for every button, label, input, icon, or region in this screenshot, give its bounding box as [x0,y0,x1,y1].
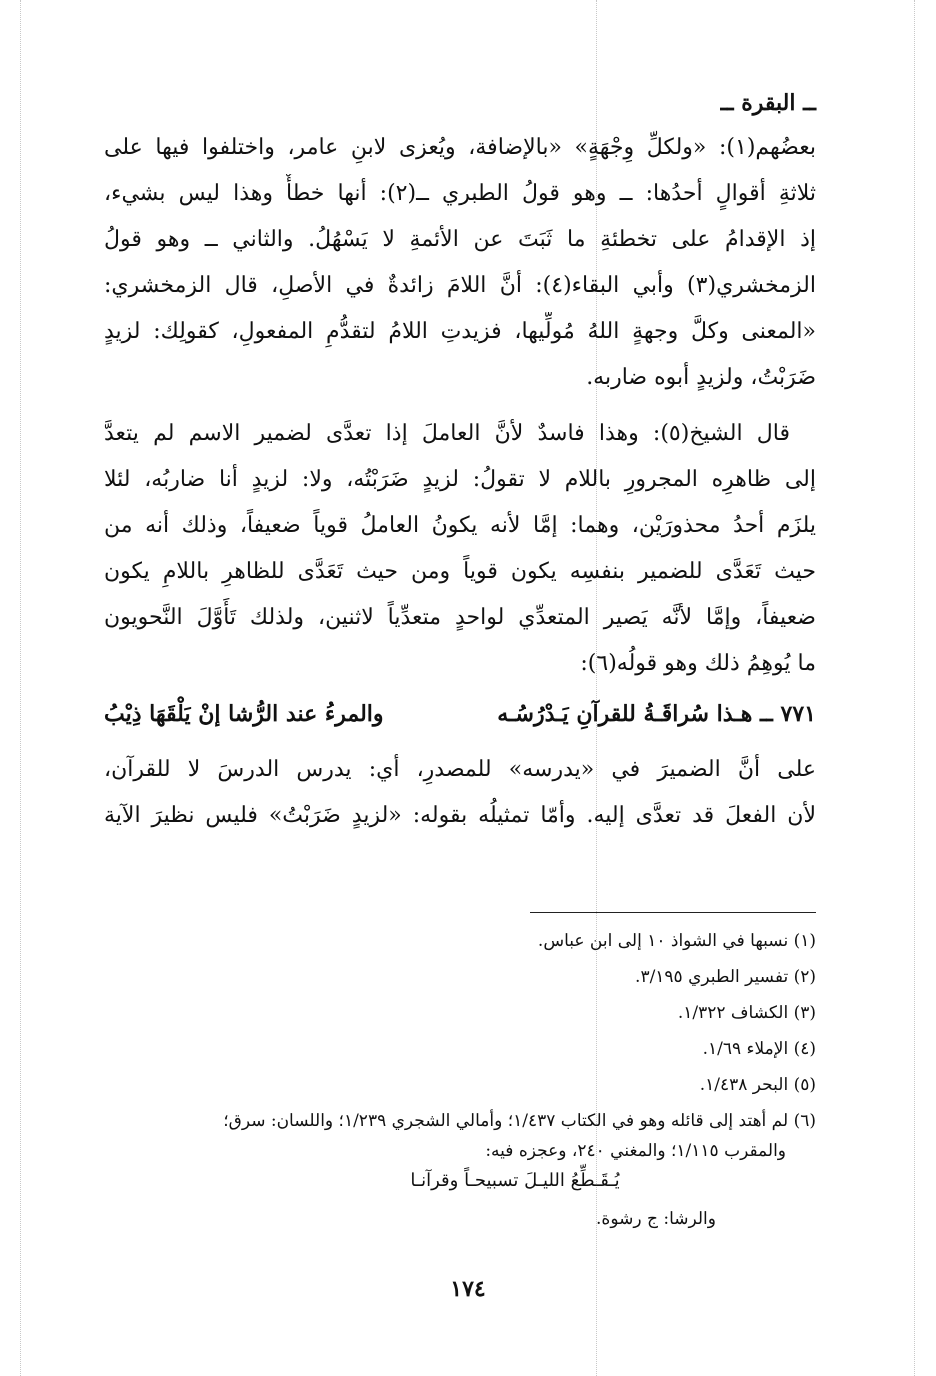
footnote-3: (٣) الكشاف ١/٣٢٢. [677,1003,816,1023]
text-line: الزمخشري(٣) وأبي البقاء(٤): أنَّ اللامَ زائدةٌ في الأصلِ، قال الزمخشري: [104,273,816,298]
paragraph [104,128,816,404]
running-head: ــ البقرة ــ [720,90,816,116]
scan-guide-line [20,0,21,1376]
footnote-6-verse: يُـقَـطِّعُ الليـلَ تسبيحـاً وقرآنـا [410,1170,620,1191]
text-line: يلزَم أحدُ محذورَيْن، وهما: إمَّا لأنه يكونُ العاملُ قوياً ضعيفاً، وذلك أنه من [104,513,816,538]
text-line: إذ الإقدامُ على تخطئةِ ما ثَبَتَ عن الأئمةِ لا يَسْهُلُ. والثاني ــ وهو قولُ [104,227,816,252]
text-line: ضَرَبْتُ، ولزيدٍ أبوه ضاربه. [586,365,816,390]
footnotes [104,926,816,1234]
verse-first-hemistich: ٧٧١ ــ هـذا سُراقَـةُ للقرآنِ يَـدْرُسُـه [497,701,816,727]
paragraph [104,750,816,842]
footnote-2: (٢) تفسير الطبري ٣/١٩٥. [635,967,816,987]
footnote-4: (٤) الإملاء ١/٦٩. [702,1039,816,1059]
text-line: لأن الفعلَ قد تعدَّى إليه. وأمّا تمثيلُه بقوله: «لزيدٍ ضَرَبْتُ» فليس نظيرَ الآية [104,803,816,828]
scan-guide-line [914,0,915,1376]
text-line: إلى ظاهرِه المجرورِ باللام لا تقولُ: لزيدٍ ضَرَبْتُه، ولا: لزيدٍ أنا ضاربُه، لئلا [104,467,816,492]
text-line: قال الشيخ(٥): وهذا فاسدٌ لأنَّ العاملَ إذا تعدَّى لضمير الاسم لم يتعدَّ [104,421,790,446]
text-line: حيث تَعَدَّى للضمير بنفسِه يكون قوياً ومن حيث تَعَدَّى للظاهرِ باللامِ يكون [104,559,816,584]
footnote-5: (٥) البحر ١/٤٣٨. [699,1075,816,1095]
footnote-6-gloss: والرشا: ج رشوة. [596,1209,716,1229]
poetry-verse [104,694,816,740]
text-line: ما يُوهِمُ ذلك وهو قولُه(٦): [580,651,816,676]
text-line: ضعيفاً، وإمَّا لأنَّه يَصير المتعدِّي لواحدٍ متعدِّياً لاثنين، ولذلك تَأَوَّلَ النَّحويون [104,605,816,630]
page-number: ١٧٤ [450,1276,486,1302]
text-line: بعضُهم(١): «ولكلِّ وِجْهَةٍ» «بالإضافة، ويُعزى لابنِ عامر، واختلفوا فيها على [104,135,816,160]
text-line: «المعنى وكلَّ وجهةٍ اللهُ مُولِّيها، فزيدتِ اللامُ لتقدُّمِ المفعولِ، كقولِك: لزيدٍ [104,319,816,344]
paragraph [104,414,816,690]
footnote-1: (١) نسبها في الشواذ ١٠ إلى ابن عباس. [537,931,816,951]
verse-second-hemistich: والمرءُ عند الرُّشا إنْ يَلْقَهَا ذِيْبُ [104,701,384,727]
footnote-6: (٦) لم أهتد إلى قائله وهو في الكتاب ١/٤٣٧؛ وأمالي الشجري ١/٢٣٩؛ واللسان: سرق؛ [223,1111,816,1131]
text-line: على أنَّ الضميرَ في «يدرسه» للمصدرِ، أي: يدرس الدرسَ لا للقرآن، [104,757,816,782]
footnote-6-continuation: والمقرب ١/١١٥؛ والمغني ٢٤٠، وعجزه فيه: [485,1141,786,1161]
page-body [104,84,816,842]
text-line: ثلاثةِ أقوالٍ أحدُها: ــ وهو قولُ الطبري ــ(٢): أنها خطأٌ وهذا ليس بشيء، [104,181,816,206]
footnote-separator [530,912,816,913]
